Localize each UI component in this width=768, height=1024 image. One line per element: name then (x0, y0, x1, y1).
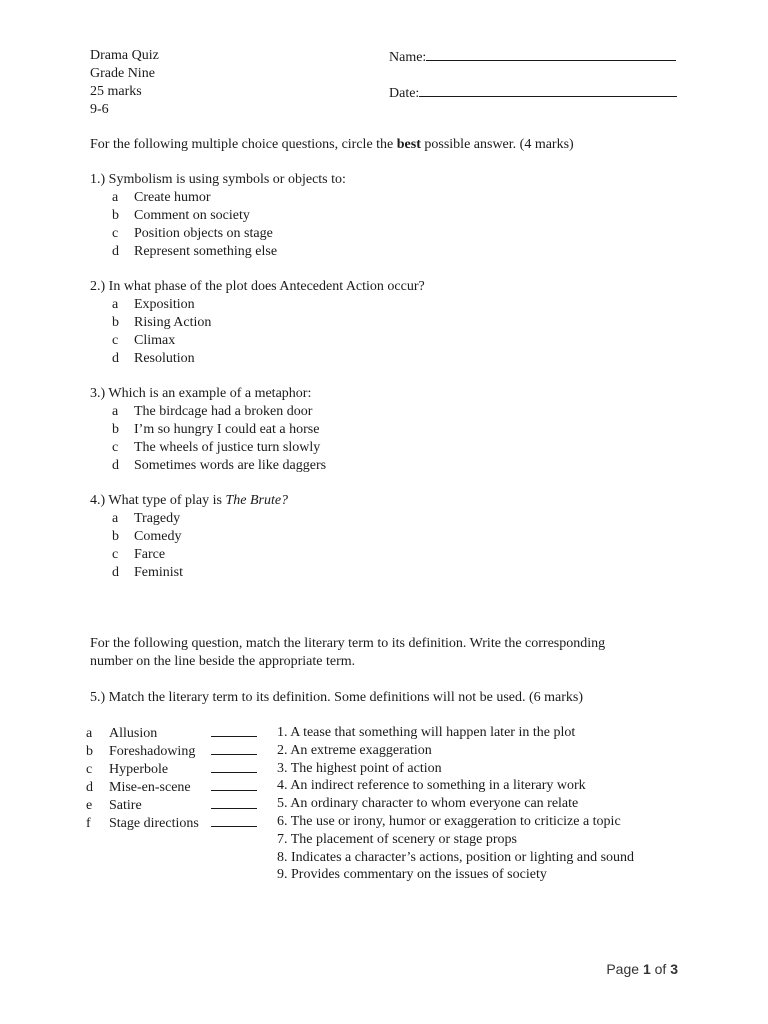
marks-label: 25 marks (90, 84, 142, 99)
term-row (86, 724, 257, 742)
term-text: Allusion (109, 726, 158, 741)
name-label: Name: (389, 50, 427, 65)
option-c[interactable] (90, 225, 346, 243)
option-letter: a (112, 404, 119, 419)
option-letter: d (112, 565, 119, 580)
option-letter: c (112, 547, 119, 562)
date-label: Date: (389, 86, 420, 101)
option-letter: c (112, 333, 119, 348)
option-letter: a (112, 297, 119, 312)
option-letter: c (112, 440, 119, 455)
option-b[interactable] (90, 207, 346, 225)
definition-item: 4. An indirect reference to something in a literary work (277, 778, 586, 794)
option-letter: d (112, 244, 119, 259)
mc-instruction-text: For the following multiple choice questions, circle the (90, 137, 397, 152)
definition-item: 2. An extreme exaggeration (277, 742, 432, 758)
term-text: Mise-en-scene (109, 780, 191, 795)
option-text: Tragedy (134, 511, 181, 526)
question-2 (90, 278, 425, 368)
term-row (86, 814, 257, 832)
option-text: Resolution (134, 351, 195, 366)
answer-blank[interactable] (211, 724, 257, 737)
answer-blank[interactable] (211, 760, 257, 773)
question-stem (90, 492, 288, 510)
option-text: Farce (134, 547, 166, 562)
play-title: The Brute? (225, 493, 289, 508)
option-text: Rising Action (134, 315, 212, 330)
option-a[interactable] (90, 403, 326, 421)
definition-item: 6. The use or irony, humor or exaggeration to criticize a topic (277, 813, 621, 829)
term-letter: c (86, 762, 93, 777)
option-text: Sometimes words are like daggers (134, 458, 327, 473)
definition-item: 5. An ordinary character to whom everyone can relate (277, 796, 579, 812)
option-text: Create humor (134, 190, 211, 205)
mc-instructions (90, 136, 574, 153)
question-stem: 2.) In what phase of the plot does Antecedent Action occur? (90, 279, 425, 294)
option-letter: b (112, 208, 119, 223)
option-c[interactable] (90, 332, 425, 350)
term-text: Stage directions (109, 816, 199, 831)
date-line[interactable] (419, 83, 677, 97)
option-text: The wheels of justice turn slowly (134, 440, 321, 455)
term-row (86, 742, 257, 760)
page-word: Page (606, 961, 640, 977)
option-text: Represent something else (134, 244, 278, 259)
of-word: of (654, 961, 667, 977)
date-field[interactable] (389, 83, 677, 102)
option-d[interactable] (90, 243, 346, 261)
term-row (86, 760, 257, 778)
option-text: Comedy (134, 529, 182, 544)
definition-item: 1. A tease that something will happen later in the plot (277, 725, 576, 740)
matching-instructions-line2: number on the line beside the appropriate term. (90, 654, 356, 669)
term-letter: d (86, 780, 93, 795)
definitions-list (277, 724, 634, 884)
option-letter: a (112, 511, 119, 526)
definition-item: 8. Indicates a character’s actions, position or lighting and sound (277, 849, 635, 865)
definition-item: 9. Provides commentary on the issues of society (277, 867, 547, 883)
matching-instructions-line1: For the following question, match the literary term to its definition. Write the corresponding (90, 636, 606, 651)
question-3 (90, 385, 326, 475)
option-text: Feminist (134, 565, 184, 580)
option-letter: c (112, 226, 119, 241)
option-a[interactable] (90, 296, 425, 314)
option-letter: d (112, 351, 119, 366)
name-field[interactable] (389, 47, 676, 66)
question-stem: 3.) Which is an example of a metaphor: (90, 386, 312, 401)
question-1 (90, 171, 346, 261)
option-text: Position objects on stage (134, 226, 273, 241)
option-text: Comment on society (134, 208, 250, 223)
page-total: 3 (670, 961, 678, 977)
answer-blank[interactable] (211, 742, 257, 755)
option-a[interactable] (90, 510, 288, 528)
question-stem-text: 4.) What type of play is (90, 493, 226, 508)
term-letter: a (86, 726, 93, 741)
term-text: Foreshadowing (109, 744, 196, 759)
option-d[interactable] (90, 564, 288, 582)
term-letter: f (86, 816, 91, 831)
option-text: Climax (134, 333, 176, 348)
mc-instruction-bold: best (396, 137, 421, 152)
definition-item: 7. The placement of scenery or stage props (277, 831, 517, 847)
term-letter: b (86, 744, 93, 759)
term-row (86, 796, 257, 814)
option-text: Exposition (134, 297, 195, 312)
option-c[interactable] (90, 546, 288, 564)
name-line[interactable] (426, 47, 676, 61)
page-indicator (606, 961, 678, 977)
question-stem: 1.) Symbolism is using symbols or objects to: (90, 172, 346, 187)
option-letter: b (112, 422, 119, 437)
definition-item: 3. The highest point of action (277, 760, 442, 776)
answer-blank[interactable] (211, 778, 257, 791)
term-text: Hyperbole (109, 762, 169, 777)
answer-blank[interactable] (211, 814, 257, 827)
option-d[interactable] (90, 457, 326, 475)
mc-instruction-marks: possible answer. (4 marks) (420, 137, 574, 152)
option-text: I’m so hungry I could eat a horse (134, 422, 320, 437)
option-a[interactable] (90, 189, 346, 207)
option-c[interactable] (90, 439, 326, 457)
option-d[interactable] (90, 350, 425, 368)
option-letter: b (112, 315, 119, 330)
option-letter: a (112, 190, 119, 205)
term-letter: e (86, 798, 93, 813)
option-letter: b (112, 529, 119, 544)
page-current: 1 (642, 961, 651, 977)
option-letter: d (112, 458, 119, 473)
term-text: Satire (109, 798, 142, 813)
grade-label: Grade Nine (90, 66, 155, 81)
question-4 (90, 492, 288, 582)
option-b[interactable] (90, 528, 288, 546)
option-b[interactable] (90, 421, 326, 439)
matching-question: 5.) Match the literary term to its definition. Some definitions will not be used. (6 marks) (90, 690, 584, 705)
answer-blank[interactable] (211, 796, 257, 809)
term-row (86, 778, 257, 796)
class-label: 9-6 (90, 102, 109, 117)
option-text: The birdcage had a broken door (134, 404, 313, 419)
quiz-title: Drama Quiz (90, 48, 159, 63)
option-b[interactable] (90, 314, 425, 332)
